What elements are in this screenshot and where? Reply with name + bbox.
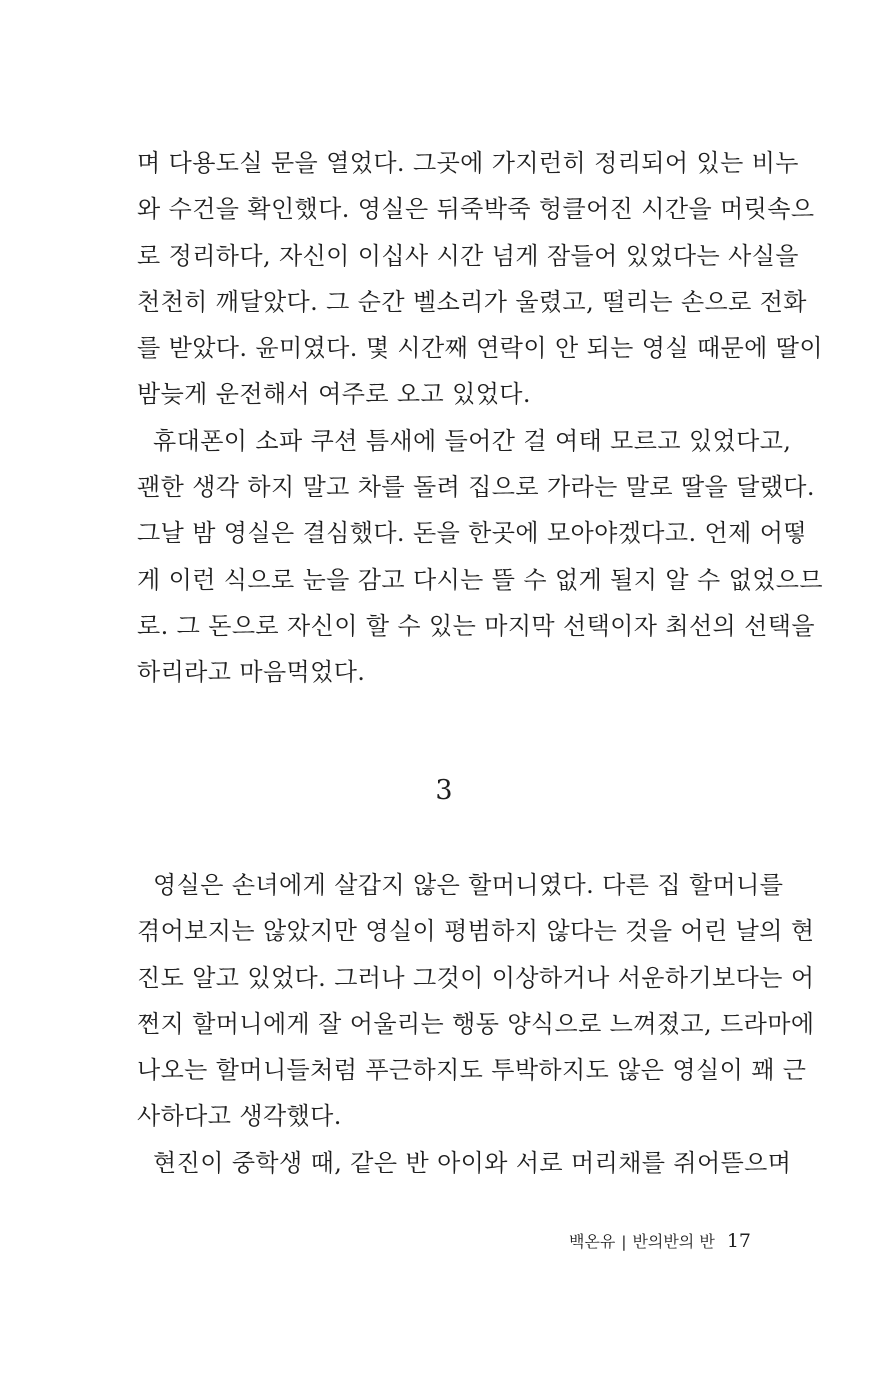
page-number: 17 (726, 1230, 751, 1252)
text-line: 현진이 중학생 때, 같은 반 아이와 서로 머리채를 쥐어뜯으며 (137, 1148, 792, 1177)
text-line: 진도 알고 있었다. 그러나 그것이 이상하거나 서운하기보다는 어 (137, 963, 815, 992)
text-line: 겪어보지는 않았지만 영실이 평범하지 않다는 것을 어린 날의 현 (137, 917, 815, 946)
text-line: 를 받았다. 윤미였다. 몇 시간째 연락이 안 되는 영실 때문에 딸이 (137, 334, 823, 363)
section-number: 3 (435, 775, 453, 806)
body-text-block-1 (137, 140, 823, 696)
page-footer (569, 1226, 751, 1257)
footer-author: 백온유 (569, 1232, 616, 1251)
text-line: 며 다용도실 문을 열었다. 그곳에 가지런히 정리되어 있는 비누 (137, 149, 799, 177)
footer-separator: | (621, 1233, 627, 1251)
text-line: 그날 밤 영실은 결심했다. 돈을 한곳에 모아야겠다고. 언제 어떻 (137, 519, 807, 548)
text-line: 나오는 할머니들처럼 푸근하지도 투박하지도 않은 영실이 꽤 근 (137, 1056, 807, 1085)
text-line: 사하다고 생각했다. (137, 1102, 342, 1131)
text-line: 밤늦게 운전해서 여주로 오고 있었다. (137, 380, 531, 409)
text-line: 괜한 생각 하지 말고 차를 돌려 집으로 가라는 말로 딸을 달랬다. (137, 473, 815, 502)
text-line: 휴대폰이 소파 쿠션 틈새에 들어간 걸 여태 모르고 있었다고, (137, 426, 792, 455)
text-line: 와 수건을 확인했다. 영실은 뒤죽박죽 헝클어진 시간을 머릿속으 (137, 195, 815, 224)
text-line: 영실은 손녀에게 살갑지 않은 할머니였다. 다른 집 할머니를 (137, 871, 784, 899)
text-line: 로. 그 돈으로 자신이 할 수 있는 마지막 선택이자 최선의 선택을 (137, 611, 815, 640)
text-line: 게 이런 식으로 눈을 감고 다시는 뜰 수 없게 될지 알 수 없었으므 (137, 565, 823, 594)
text-line: 하리라고 마음먹었다. (137, 658, 366, 687)
body-text-block-2 (137, 862, 815, 1186)
text-line: 로 정리하다, 자신이 이십사 시간 넘게 잠들어 있었다는 사실을 (137, 241, 799, 270)
text-line: 천천히 깨달았다. 그 순간 벨소리가 울렸고, 떨리는 손으로 전화 (137, 287, 807, 316)
text-line: 쩐지 할머니에게 잘 어울리는 행동 양식으로 느껴졌고, 드라마에 (137, 1009, 815, 1038)
footer-book-title: 반의반의 반 (632, 1232, 715, 1251)
